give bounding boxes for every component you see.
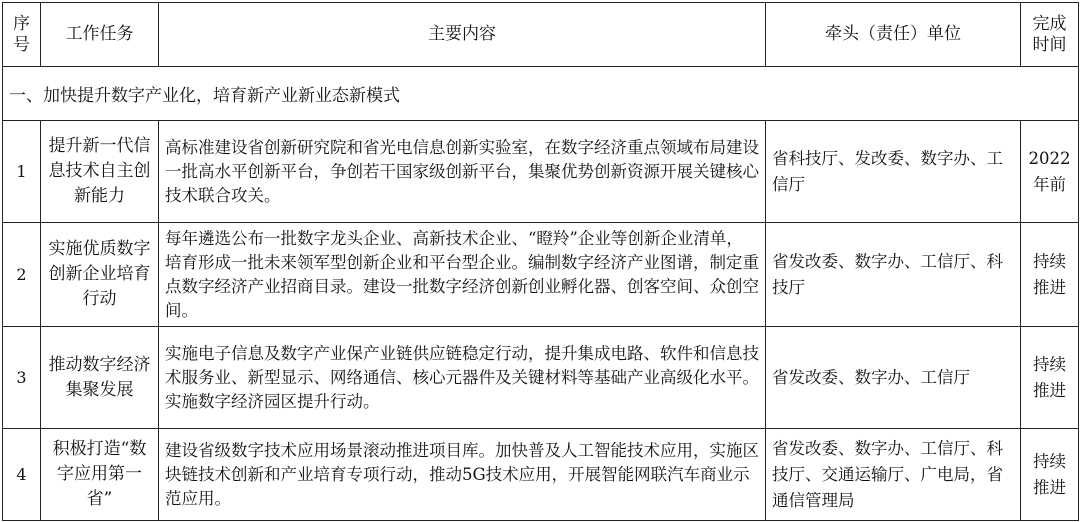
row-content: 建设省级数字技术应用场景滚动推进项目库。加快普及人工智能技术应用，实施区块链技术创新和产业培育专项行动，推动5G技术应用，开展智能网联汽车商业示范应用。 — [159, 429, 766, 521]
row-time: 持续推进 — [1021, 327, 1079, 429]
row-time: 持续推进 — [1021, 223, 1079, 327]
row-time: 持续推进 — [1021, 429, 1079, 521]
row-unit: 省发改委、数字办、工信厅、科技厅 — [766, 223, 1021, 327]
table-row — [3, 327, 1079, 429]
row-unit: 省科技厅、发改委、数字办、工信厅 — [766, 121, 1021, 223]
row-content: 实施电子信息及数字产业保产业链供应链稳定行动，提升集成电路、软件和信息技术服务业、新型显示、网络通信、核心元器件及关键材料等基础产业高级化水平。实施数字经济园区提升行动。 — [159, 327, 766, 429]
row-content: 高标准建设省创新研究院和省光电信息创新实验室，在数字经济重点领域布局建设一批高水平创新平台，争创若干国家级创新平台，集聚优势创新资源开展关键核心技术联合攻关。 — [159, 121, 766, 223]
header-no-line2: 号 — [13, 34, 30, 55]
row-number: 3 — [3, 327, 41, 429]
header-no-line1: 序 — [13, 13, 30, 34]
row-number: 4 — [3, 429, 41, 521]
table-row — [3, 429, 1079, 521]
header-task: 工作任务 — [41, 3, 159, 67]
row-task: 推动数字经济集聚发展 — [41, 327, 159, 429]
table-row — [3, 223, 1079, 327]
task-table — [2, 2, 1079, 521]
header-time-line1: 完成 — [1032, 13, 1067, 34]
row-time: 2022年前 — [1021, 121, 1079, 223]
section-title: 一、加快提升数字产业化，培育新产业新业态新模式 — [3, 67, 1079, 121]
row-number: 2 — [3, 223, 41, 327]
header-content: 主要内容 — [159, 3, 766, 67]
section-row — [3, 67, 1079, 121]
header-unit: 牵头（责任）单位 — [766, 3, 1021, 67]
row-unit: 省发改委、数字办、工信厅、科技厅、交通运输厅、广电局，省通信管理局 — [766, 429, 1021, 521]
header-time-line2: 时间 — [1032, 34, 1067, 55]
row-number: 1 — [3, 121, 41, 223]
header-no — [3, 3, 41, 67]
row-unit: 省发改委、数字办、工信厅 — [766, 327, 1021, 429]
row-content: 每年遴选公布一批数字龙头企业、高新技术企业、“瞪羚”企业等创新企业清单，培育形成一批未来领军型创新企业和平台型企业。编制数字经济产业图谱，制定重点数字经济产业招商目录。建设一批数字经济创新创业孵化器、创客空间、众创空间。 — [159, 223, 766, 327]
row-task: 积极打造“数字应用第一省” — [41, 429, 159, 521]
header-row — [3, 3, 1079, 67]
table-row — [3, 121, 1079, 223]
row-task: 提升新一代信息技术自主创新能力 — [41, 121, 159, 223]
row-task: 实施优质数字创新企业培育行动 — [41, 223, 159, 327]
header-time — [1021, 3, 1079, 67]
